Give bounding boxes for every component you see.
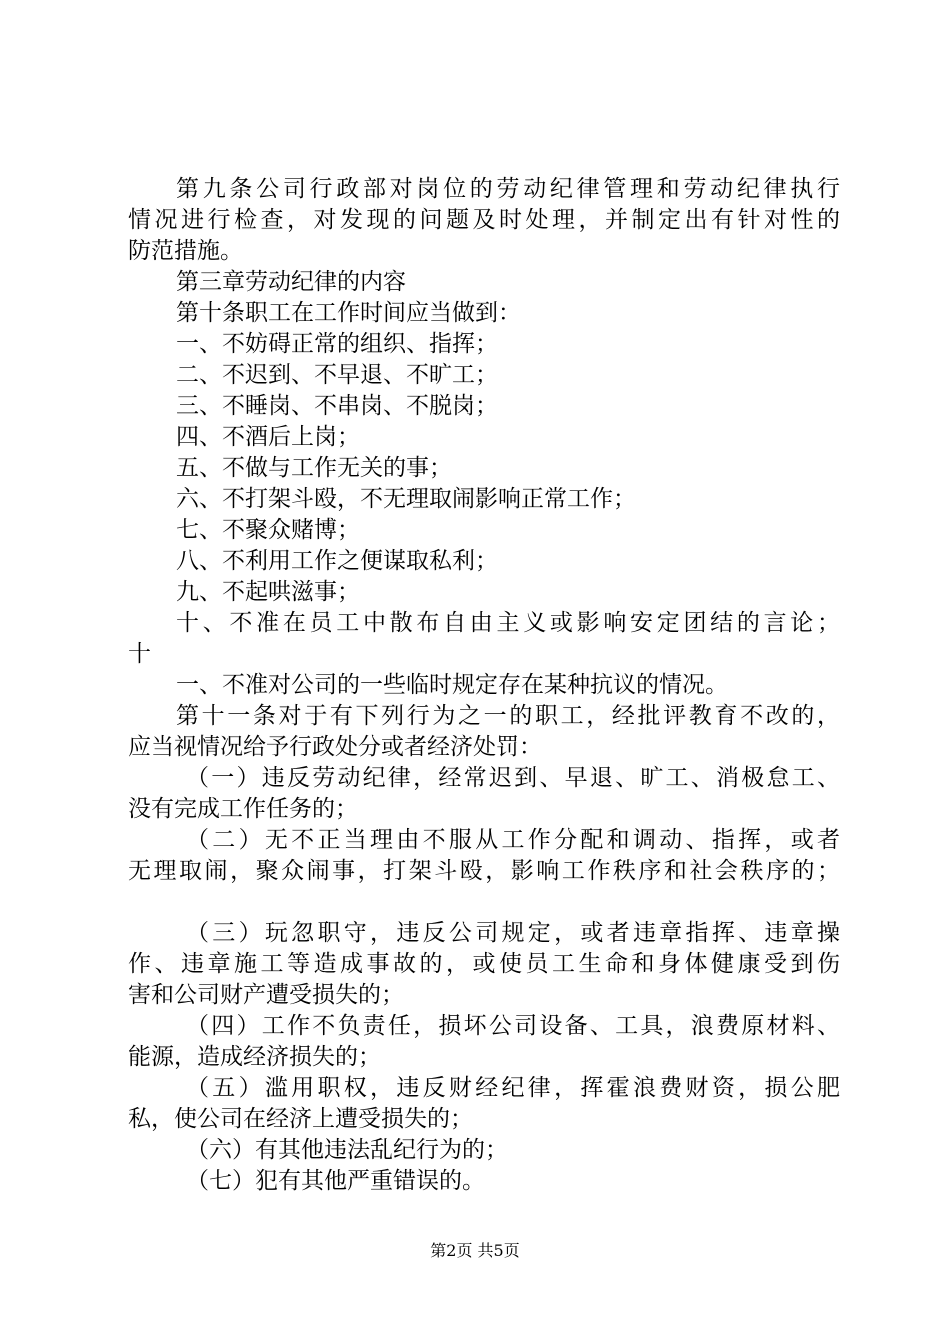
list-item: 一、不妨碍正常的组织、指挥；: [176, 331, 498, 357]
paragraph-line: 害和公司财产遭受损失的；: [128, 982, 404, 1008]
paragraph-line: 能源，造成经济损失的；: [128, 1044, 381, 1070]
list-item: （四）工作不负责任，损坏公司设备、工具，浪费原材料、: [186, 1013, 840, 1039]
paragraph-line: 第九条公司行政部对岗位的劳动纪律管理和劳动纪律执行: [176, 176, 840, 202]
chapter-heading: 第三章劳动纪律的内容: [176, 269, 406, 295]
list-item: （六）有其他违法乱纪行为的；: [186, 1137, 508, 1163]
paragraph-line: 作、违章施工等造成事故的，或使员工生命和身体健康受到伤: [128, 951, 840, 977]
list-item: 七、不聚众赌博；: [176, 517, 360, 543]
page-number-footer: 第2页 共5页: [430, 1241, 520, 1260]
list-item: （一）违反劳动纪律，经常迟到、早退、旷工、消极怠工、: [186, 765, 840, 791]
list-item: 一、不准对公司的一些临时规定存在某种抗议的情况。: [176, 672, 728, 698]
list-item: 八、不利用工作之便谋取私利；: [176, 548, 498, 574]
article-heading: 第十条职工在工作时间应当做到：: [176, 300, 521, 326]
list-item: 六、不打架斗殴，不无理取闹影响正常工作；: [176, 486, 636, 512]
paragraph-line: 应当视情况给予行政处分或者经济处罚：: [128, 734, 542, 760]
paragraph-line: 无理取闹，聚众闹事，打架斗殴，影响工作秩序和社会秩序的；: [128, 858, 840, 884]
list-item: （七）犯有其他严重错误的。: [186, 1168, 485, 1194]
list-item: 五、不做与工作无关的事；: [176, 455, 452, 481]
list-item: 三、不睡岗、不串岗、不脱岗；: [176, 393, 498, 419]
paragraph-line: 情况进行检查，对发现的问题及时处理，并制定出有针对性的: [128, 207, 840, 233]
list-item: （三）玩忽职守，违反公司规定，或者违章指挥、违章操: [186, 920, 840, 946]
paragraph-line: 没有完成工作任务的；: [128, 796, 358, 822]
blank-line: [128, 887, 840, 918]
list-item: 十、不准在员工中散布自由主义或影响安定团结的言论；: [176, 610, 840, 636]
list-item-fragment: 十: [128, 641, 151, 667]
document-body: [128, 174, 840, 1197]
article-heading: 第十一条对于有下列行为之一的职工，经批评教育不改的，: [176, 703, 840, 729]
list-item: （二）无不正当理由不服从工作分配和调动、指挥，或者: [186, 827, 840, 853]
list-item: （五）滥用职权，违反财经纪律，挥霍浪费财资，损公肥: [186, 1075, 840, 1101]
paragraph-line: 私，使公司在经济上遭受损失的；: [128, 1106, 473, 1132]
list-item: 二、不迟到、不早退、不旷工；: [176, 362, 498, 388]
list-item: 九、不起哄滋事；: [176, 579, 360, 605]
paragraph-line: 防范措施。: [128, 238, 243, 264]
list-item: 四、不酒后上岗；: [176, 424, 360, 450]
